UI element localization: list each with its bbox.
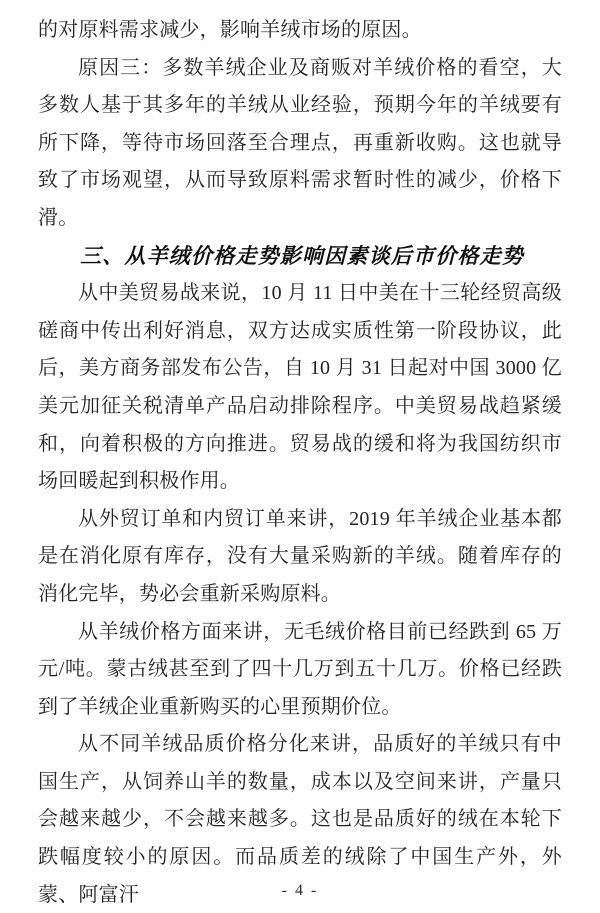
paragraph-reason-three: 原因三：多数羊绒企业及商贩对羊绒价格的看空，大多数人基于其多年的羊绒从业经验，预期今年的羊绒要有所下降，等待市场回落至合理点，再重新收购。这也就导致了市场观望，从而导致原料需求暂时性的减少，价格下滑。 xyxy=(38,56,562,229)
document-body xyxy=(38,12,562,913)
paragraph-orders-inventory: 从外贸订单和内贸订单来讲，2019 年羊绒企业基本都是在消化原有库存，没有大量采购新的羊绒。随着库存的消化完毕，势必会重新采购原料。 xyxy=(38,507,562,605)
paragraph-quality-divergence: 从不同羊绒品质价格分化来讲，品质好的羊绒只有中国生产，从饲养山羊的数量，成本以及空间来讲，产量只会越来越少，不会越来越多。这也是品质好的绒在本轮下跌幅度较小的原因。而品质差的绒除了中国生产外，外蒙、阿富汗 xyxy=(38,733,562,906)
paragraph-raw-material-demand: 的对原料需求减少，影响羊绒市场的原因。 xyxy=(38,19,422,41)
section-heading-price-trend: 三、从羊绒价格走势影响因素谈后市价格走势 xyxy=(80,243,524,268)
paragraph-cashmere-price: 从羊绒价格方面来讲，无毛绒价格目前已经跌到 65 万元/吨。蒙古绒甚至到了四十几万到五十几万。价格已经跌到了羊绒企业重新购买的心里预期价位。 xyxy=(38,620,562,718)
paragraph-trade-war: 从中美贸易战来说，10 月 11 日中美在十三轮经贸高级磋商中传出利好消息，双方达成实质性第一阶段协议，此后，美方商务部发布公告，自 10 月 31 日起对中国 3000 亿美元加征关税清单产品启动排除程序。中美贸易战趋紧缓和，向着积极的方向推进。贸易战的缓和将为我国纺织市场回暖起到积极作用。 xyxy=(38,282,562,493)
page-number: - 4 - xyxy=(281,882,319,899)
